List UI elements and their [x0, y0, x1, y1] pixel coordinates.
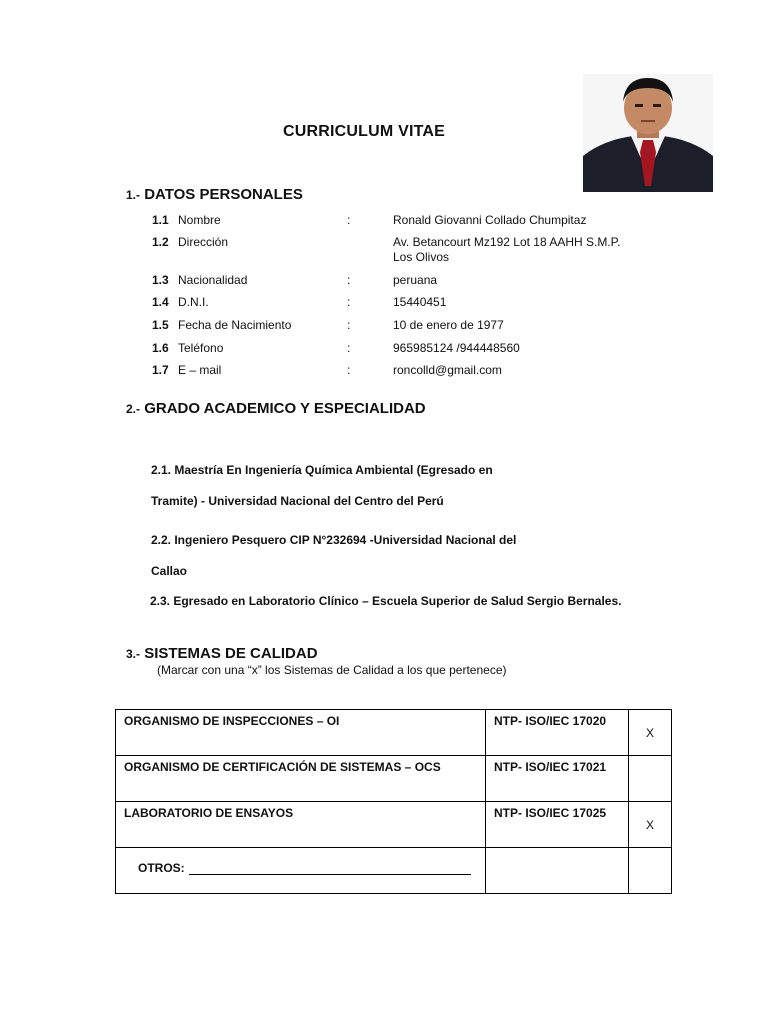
academic-line-2: Tramite) - Universidad Nacional del Centro del Perú	[151, 494, 444, 508]
quality-instruction: (Marcar con una “x” los Sistemas de Calidad a los que pertenece)	[157, 663, 507, 677]
page-title: CURRICULUM VITAE	[283, 123, 446, 140]
email-value: roncolld@gmail.com	[393, 363, 502, 377]
norm-cell: NTP- ISO/IEC 17020	[486, 710, 629, 756]
otros-input-line[interactable]	[189, 860, 471, 875]
academic-line-3: 2.2. Ingeniero Pesquero CIP N°232694 -Universidad Nacional del	[151, 533, 517, 547]
norm-cell: NTP- ISO/IEC 17021	[486, 756, 629, 802]
academic-line-5: 2.3. Egresado en Laboratorio Clínico – Escuela Superior de Salud Sergio Bernales.	[150, 594, 622, 608]
section-quality-heading: 3.- SISTEMAS DE CALIDAD	[126, 645, 318, 662]
mark-cell-empty[interactable]	[629, 848, 672, 894]
academic-line-4: Callao	[151, 564, 188, 578]
table-row	[116, 710, 672, 756]
profile-photo	[583, 74, 713, 192]
mark-cell[interactable]: X	[629, 710, 672, 756]
mark-cell[interactable]	[629, 756, 672, 802]
section-academic-heading: 2.- GRADO ACADEMICO Y ESPECIALIDAD	[126, 400, 426, 417]
otros-label: OTROS:	[138, 861, 185, 875]
table-row-otros	[116, 848, 672, 894]
table-row	[116, 802, 672, 848]
mark-cell[interactable]: X	[629, 802, 672, 848]
academic-line-1: 2.1. Maestría En Ingeniería Química Ambiental (Egresado en	[151, 463, 493, 477]
table-row	[116, 756, 672, 802]
portrait-image	[583, 74, 713, 192]
org-cell: LABORATORIO DE ENSAYOS	[116, 802, 486, 848]
section-personal-heading: 1.- DATOS PERSONALES	[126, 186, 303, 203]
quality-systems-table	[115, 709, 672, 894]
norm-cell-empty	[486, 848, 629, 894]
org-cell: ORGANISMO DE INSPECCIONES – OI	[116, 710, 486, 756]
org-cell: ORGANISMO DE CERTIFICACIÓN DE SISTEMAS – OCS	[116, 756, 486, 802]
otros-cell	[116, 848, 486, 894]
norm-cell: NTP- ISO/IEC 17025	[486, 802, 629, 848]
